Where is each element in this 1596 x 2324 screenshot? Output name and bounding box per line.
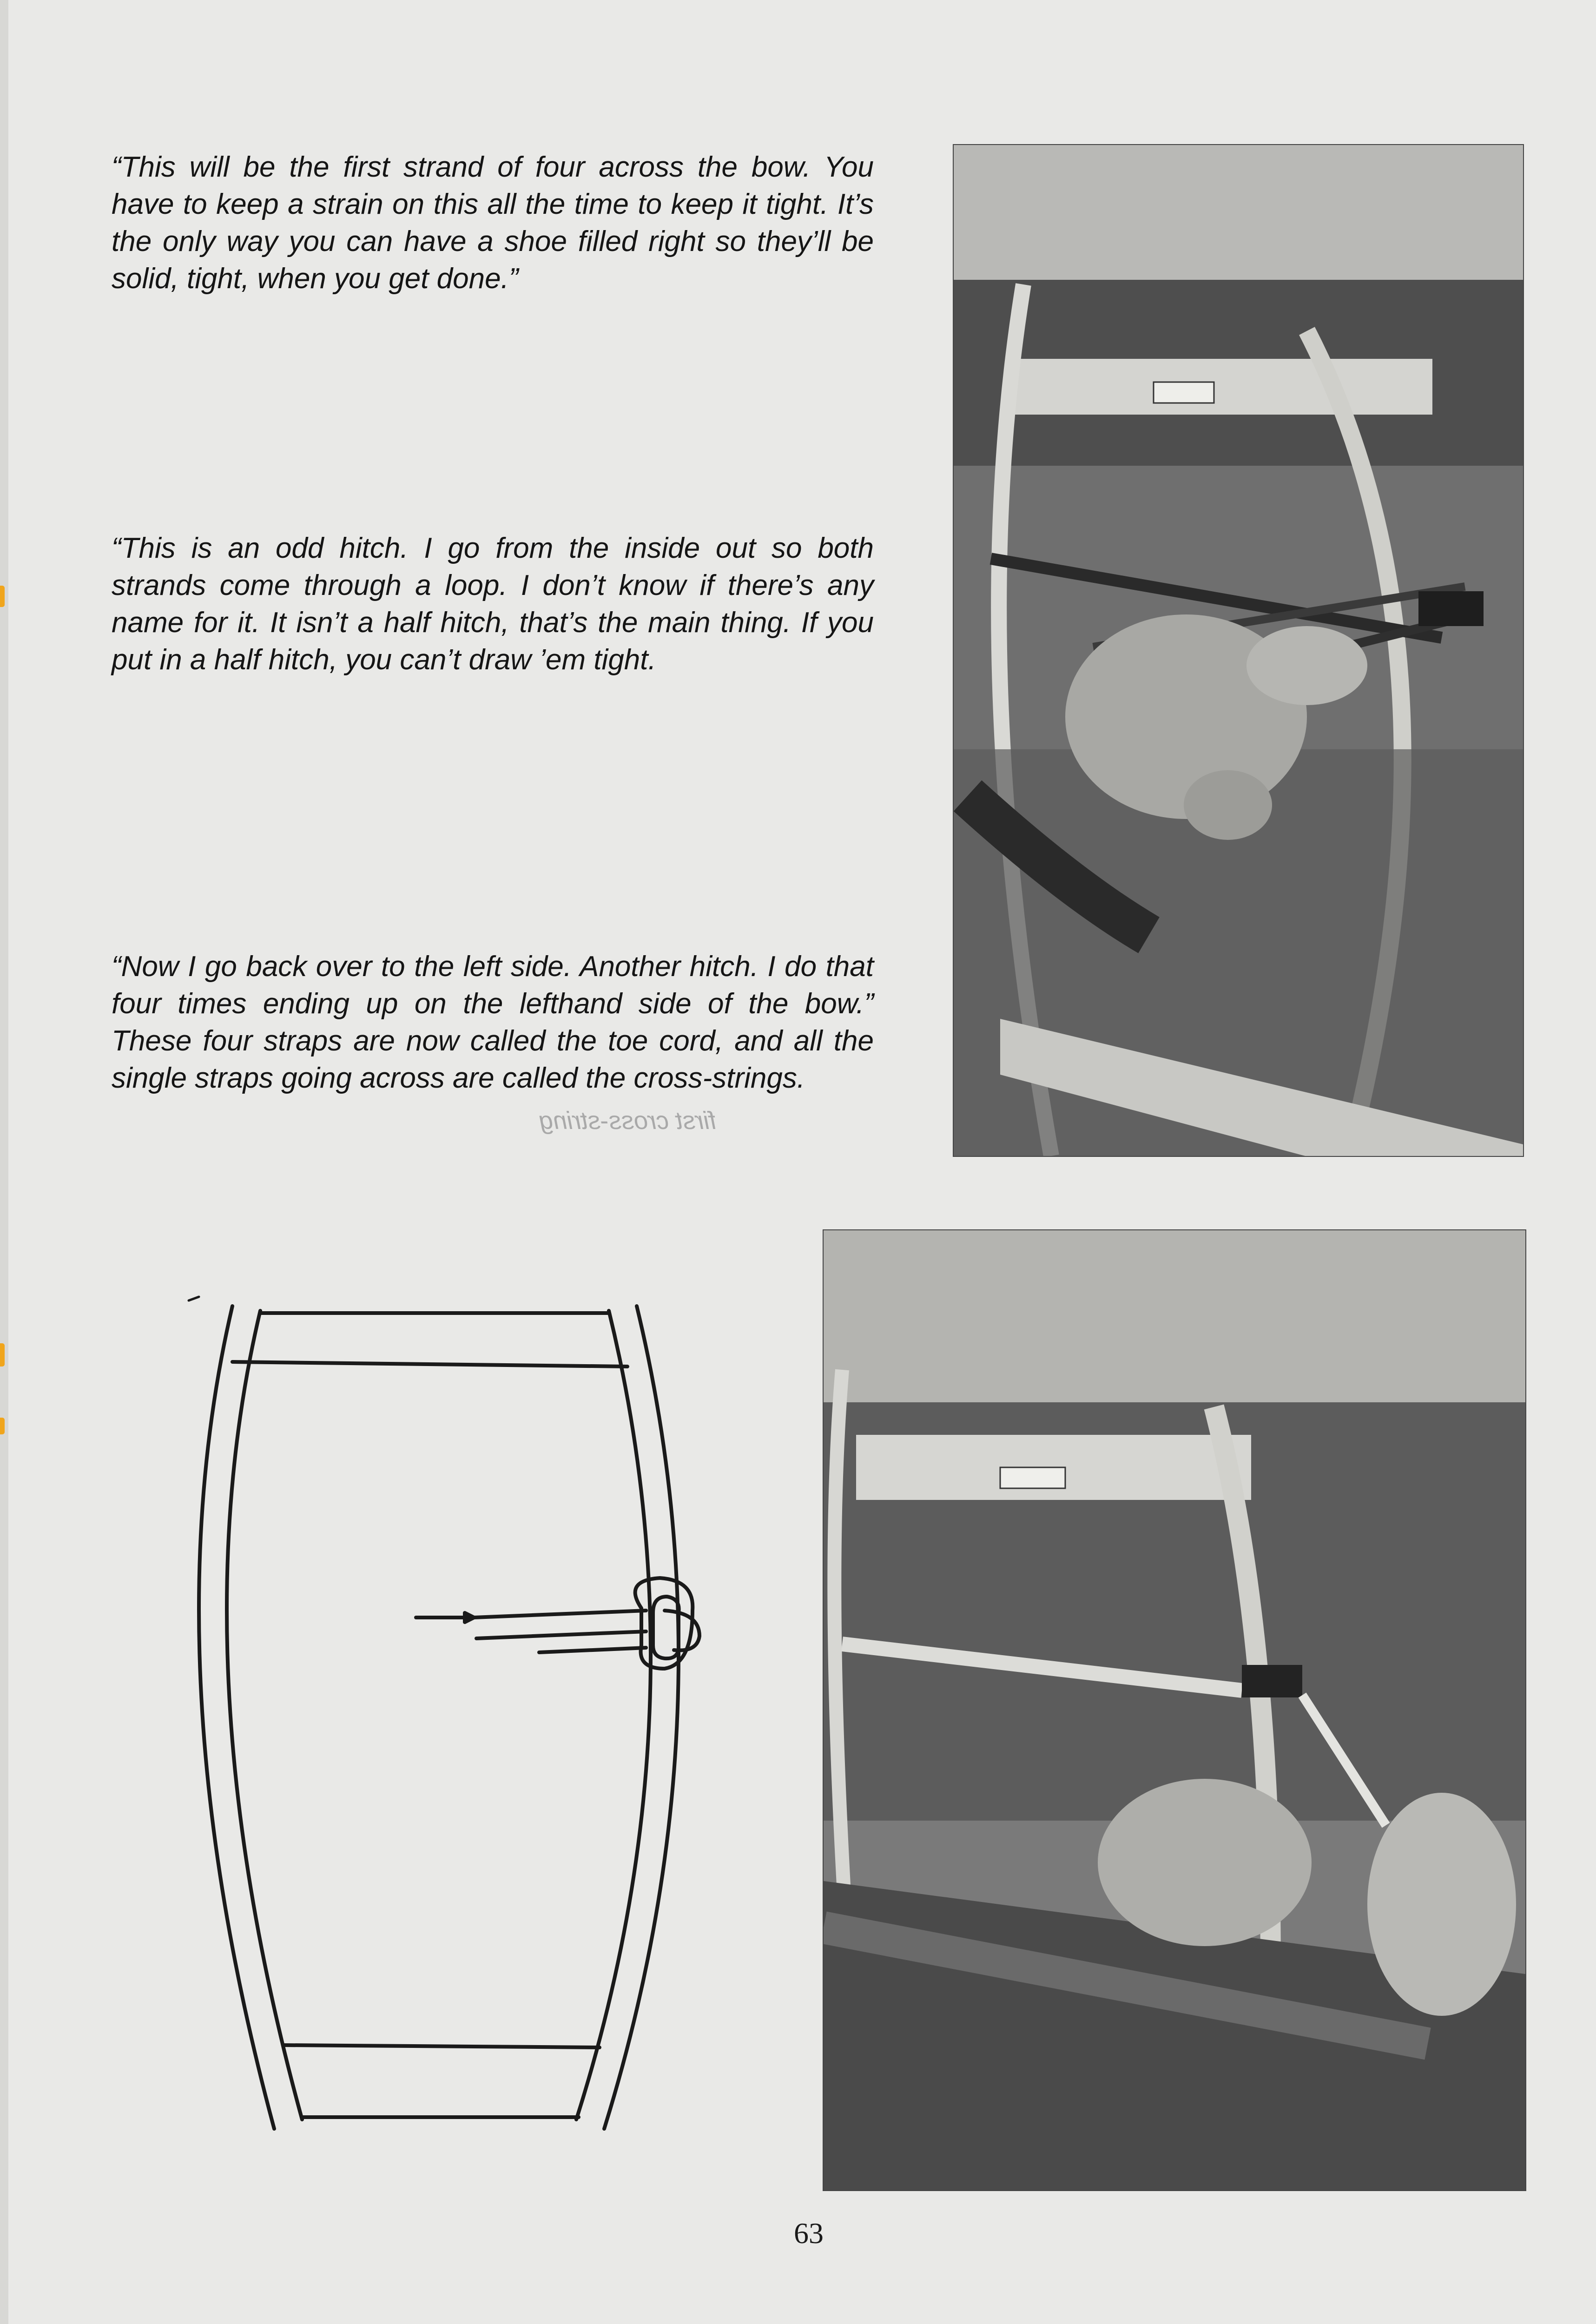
quote-paragraph-1: “This will be the first strand of four across the bow. You have to keep a strain on this all the time to keep it tight. It’s the only way you can have a shoe filled right so they’ll be solid, tight, when you get done.” xyxy=(112,151,874,295)
page-number: 63 xyxy=(794,2217,824,2250)
strand-upper xyxy=(474,1611,646,1618)
front-crossbar xyxy=(232,1362,627,1367)
frame-inner-left xyxy=(227,1311,302,2119)
bleedthrough-text: first cross-string xyxy=(539,1107,717,1135)
hitch-loop xyxy=(635,1578,693,1669)
strand-lower xyxy=(476,1631,646,1638)
stray-mark xyxy=(189,1297,199,1301)
frame-outer-right xyxy=(604,1306,679,2129)
binding-pin xyxy=(0,1343,5,1367)
page-gutter xyxy=(0,0,8,2324)
quote-paragraph-2: “This is an odd hitch. I go from the inside out so both strands come through a loop. I don’t know if there’s any name for it. It isn’t a half hitch, that’s the main thing. If you put in a half hitch, you can’t draw ’em tight. xyxy=(112,532,874,676)
binding-pin xyxy=(0,586,5,607)
photo-bottom xyxy=(823,1229,1526,2191)
binding-pin xyxy=(0,1418,5,1434)
rear-crossbar xyxy=(284,2045,600,2047)
quote-paragraph-3: “Now I go back over to the left side. Another hitch. I do that four times ending up on the lefthand side of the bow.” These four straps are now called the toe cord, and all the single straps going across are called the cross-strings. xyxy=(112,951,874,1094)
snowshoe-diagram xyxy=(74,1153,818,2194)
photo-top xyxy=(953,144,1524,1157)
strand-third xyxy=(539,1648,646,1652)
